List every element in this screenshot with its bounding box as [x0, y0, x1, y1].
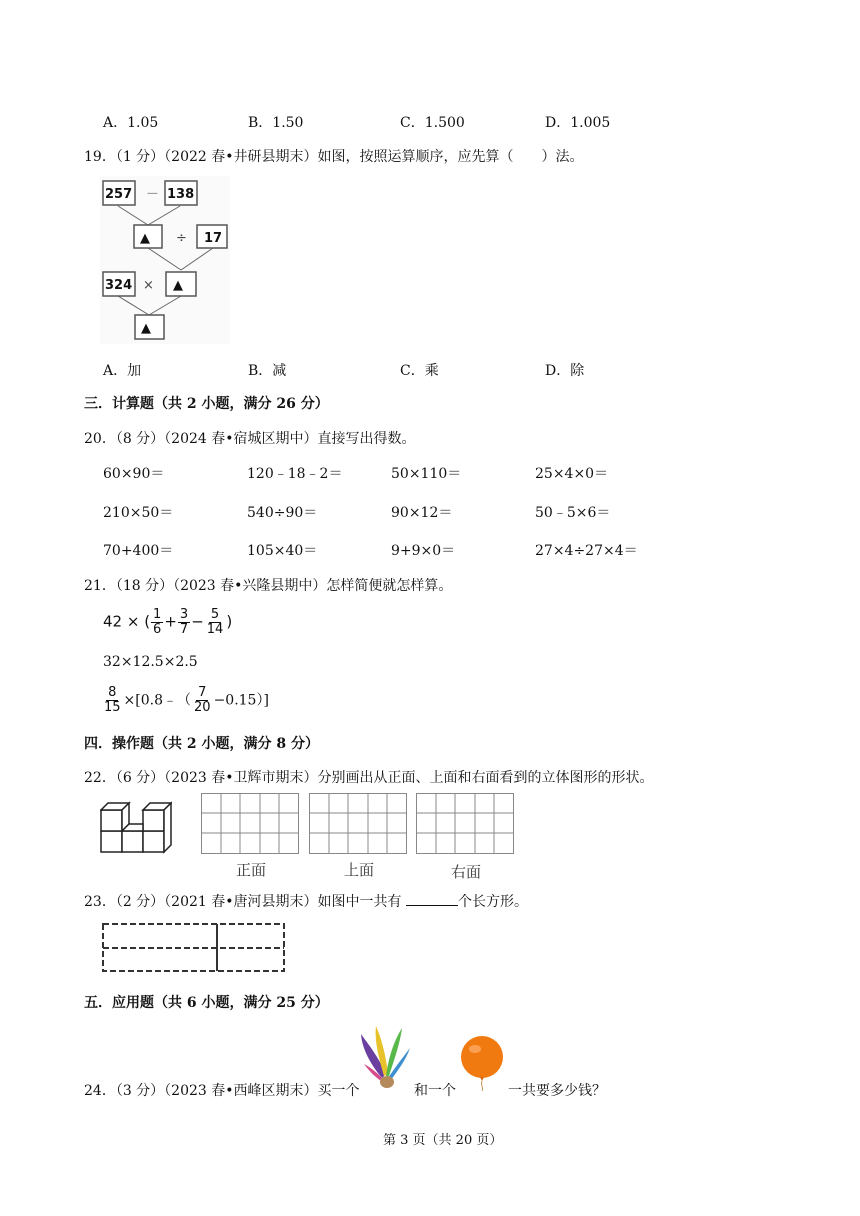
diagram-number-17: 17 [204, 231, 223, 246]
q21-expression-2: 32×12.5×2.5 [103, 654, 198, 670]
diagram-triangle-2: ▲ [173, 278, 183, 293]
q20-item: 90×12＝ [391, 505, 453, 521]
section-5-title: 五．应用题（共 6 小题，满分 25 分） [84, 995, 329, 1011]
page-footer: 第 3 页（共 20 页） [383, 1133, 503, 1148]
q20-item: 540÷90＝ [247, 505, 318, 521]
fraction: $\frac{7}{20}$ [194, 685, 211, 715]
grid-top-svg [309, 793, 407, 854]
q21-expression-3: $\frac{8}{15}$ ×[0.8﹣（ $\frac{7}{20}$ −0.15）] [104, 685, 269, 715]
diagram-times-sign: × [143, 278, 154, 293]
label-top-view: 上面 [344, 861, 375, 879]
q20-item: 27×4÷27×4＝ [535, 543, 638, 559]
q19-option-b: B．减 [248, 363, 287, 379]
diagram-number-138: 138 [167, 187, 195, 202]
q20-item: 60×90＝ [103, 466, 165, 482]
q22-grid-top [309, 793, 407, 858]
q24-stem-part-b: 和一个 [414, 1083, 456, 1099]
fraction: $\frac{3}{7}$ [179, 607, 189, 637]
label-right-view: 右面 [451, 863, 482, 881]
q23-rectangle-figure [101, 922, 286, 978]
rectangles-svg [101, 922, 286, 974]
balloon-image [458, 1035, 506, 1091]
q19-stem: 19．（1 分）（2022 春•井研县期末）如图，按照运算顺序，应先算（ ）法。 [84, 149, 584, 165]
shuttlecock-icon [358, 1022, 412, 1090]
q21-stem: 21．（18 分）（2023 春•兴隆县期中）怎样简便就怎样算。 [84, 578, 453, 594]
fraction: $\frac{5}{14}$ [206, 607, 224, 637]
q22-grid-right [416, 793, 514, 858]
balloon-icon [458, 1035, 506, 1091]
fraction: $\frac{1}{6}$ [153, 607, 162, 637]
q22-grid-front [201, 793, 299, 858]
q20-item: 50×110＝ [391, 466, 462, 482]
diagram-minus-sign: － [146, 187, 160, 202]
diagram-number-257: 257 [105, 187, 133, 202]
operation-tree-svg [100, 176, 230, 344]
diagram-triangle-3: ▲ [141, 321, 151, 336]
q19-option-a: A．加 [103, 363, 142, 379]
q18-option-d: D．1.005 [545, 115, 611, 131]
diagram-triangle-1: ▲ [140, 231, 150, 246]
diagram-divide-sign: ÷ [176, 231, 187, 246]
grid-front-svg [201, 793, 299, 854]
section-3-title: 三．计算题（共 2 小题，满分 26 分） [84, 396, 329, 412]
q20-item: 105×40＝ [247, 543, 318, 559]
q20-item: 120﹣18﹣2＝ [247, 466, 343, 482]
shuttlecock-image [358, 1022, 412, 1090]
section-4-title: 四．操作题（共 2 小题，满分 8 分） [84, 736, 319, 752]
q19-option-c: C．乘 [400, 363, 439, 379]
q20-item: 50﹣5×6＝ [535, 505, 611, 521]
answer-blank [406, 891, 458, 906]
diagram-number-324: 324 [105, 278, 133, 293]
q19-operation-diagram [100, 176, 230, 344]
q21-expression-1: 42 × ( $\frac{1}{6}$ + $\frac{3}{7}$ − $\frac{5}{14}$ ) [103, 607, 233, 637]
q23-stem: 23．（2 分）（2021 春•唐河县期末）如图中一共有 个长方形。 [84, 891, 528, 911]
q20-item: 70+400＝ [103, 543, 174, 559]
q20-item: 25×4×0＝ [535, 466, 609, 482]
q24-stem-part-c: 一共要多少钱？ [508, 1083, 606, 1099]
q20-stem: 20．（8 分）（2024 春•宿城区期中）直接写出得数。 [84, 431, 416, 447]
grid-right-svg [416, 793, 514, 854]
cube-stack-svg [100, 798, 172, 854]
q24-stem-part-a: 24．（3 分）（2023 春•西峰区期末）买一个 [84, 1083, 360, 1099]
q22-cube-figure [100, 798, 172, 854]
q19-option-d: D．除 [545, 363, 585, 379]
q22-stem: 22．（6 分）（2023 春•卫辉市期末）分别画出从正面、上面和右面看到的立体图形的形状。 [84, 770, 654, 786]
q18-option-a: A．1.05 [103, 115, 159, 131]
q18-option-c: C．1.500 [400, 115, 465, 131]
q20-item: 9+9×0＝ [391, 543, 456, 559]
fraction: $\frac{8}{15}$ [104, 685, 121, 715]
q20-item: 210×50＝ [103, 505, 174, 521]
label-front-view: 正面 [236, 861, 267, 879]
q18-option-b: B．1.50 [248, 115, 304, 131]
